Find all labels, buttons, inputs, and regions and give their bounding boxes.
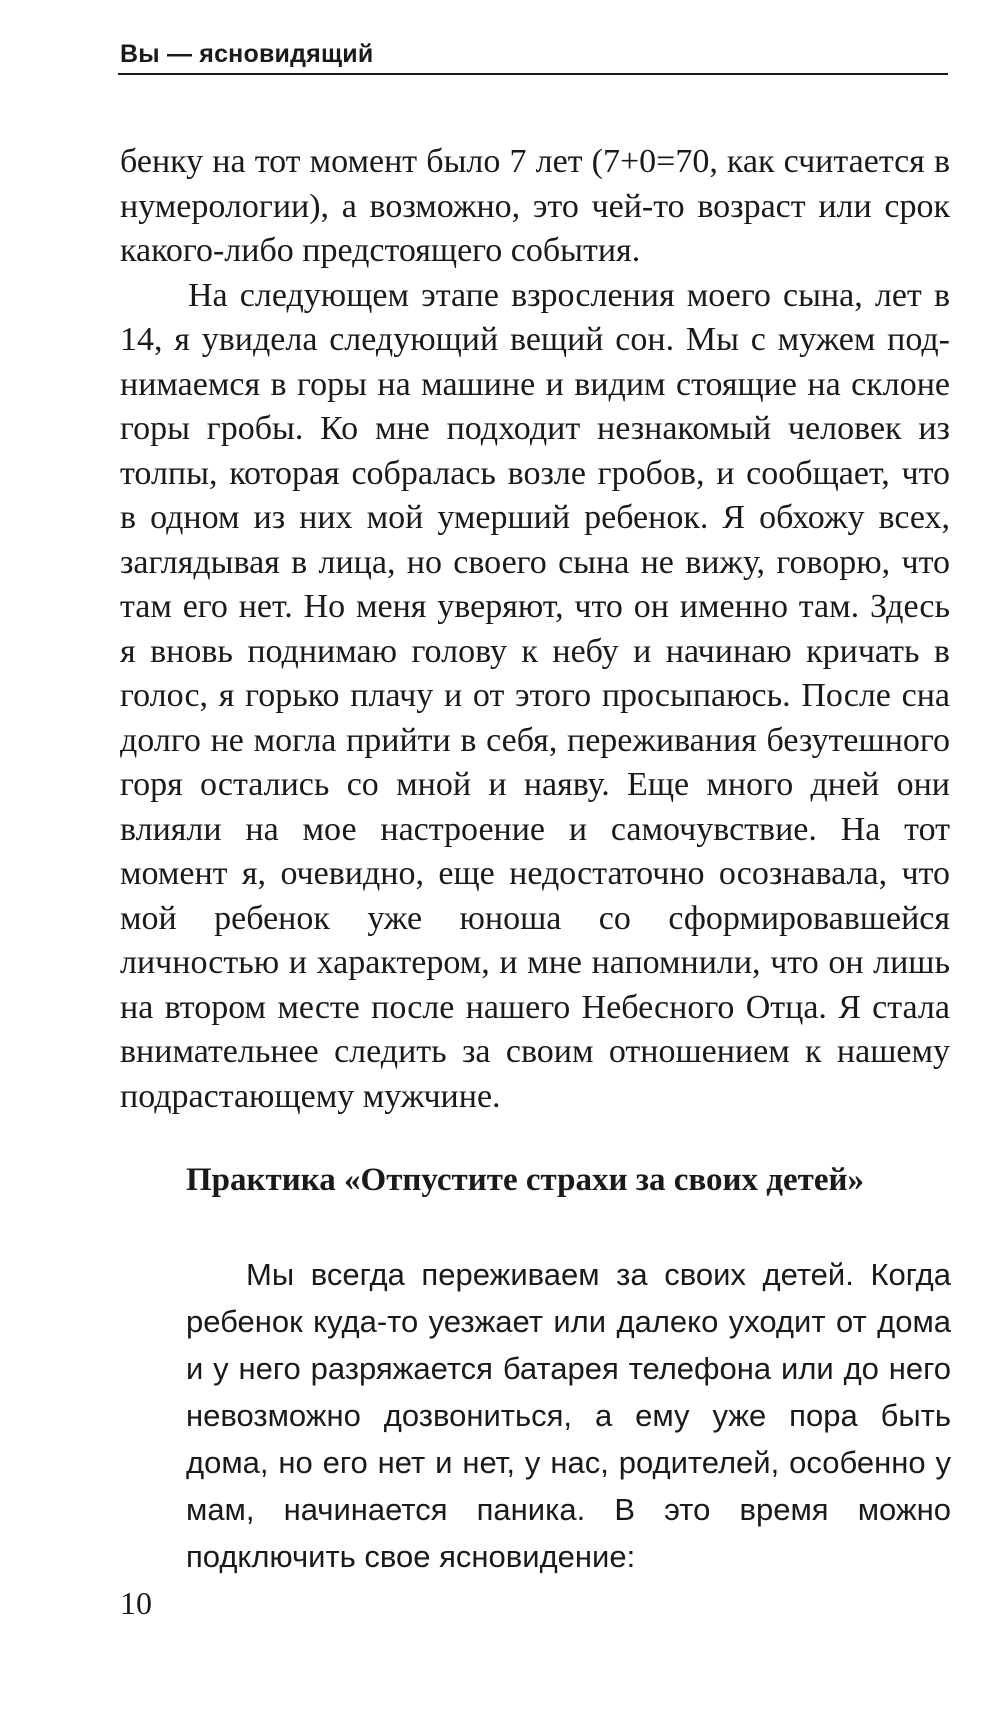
paragraph-dream: На следующем этапе взросления моего сына, лет в 14, я увидела следующий вещий сон. Мы с мужем поднимаемся в горы на машине и видим стоящие на склоне горы гробы. Ко мне подходит незнакомый человек из толпы, которая собралась возле гробов, и сообщает, что в одном из них мой умерший ребенок. Я обхожу всех, заглядывая в лица, но своего сына не вижу, говорю, что там его нет. Но меня уверяют, что он именно там. Здесь я вновь поднимаю голову к небу и начинаю кричать в голос, я горько плачу и от этого просыпаюсь. После сна долго не могла прийти в себя, переживания безутешного горя остались со мной и наяву. Еще много дней они влияли на мое настроение и самочувствие. На тот момент я, очевидно, еще недостаточно осознавала, что мой ребенок уже юноша со сформировавшейся личностью и характером, и мне напомнили, что он лишь на втором месте после нашего Небесного Отца. Я стала внимательнее следить за своим отношением к нашему подрастающему мужчине. — [120, 276, 950, 1115]
practice-paragraph: Мы всегда переживаем за своих детей. Когда ребенок куда-то уезжает или далеко уходит от дома и у него разряжается батарея телефона или до него невозможно дозвониться, а ему уже пора быть дома, но его нет и нет, у нас, родителей, особенно у мам, начинается паника. В это время можно подключить свое ясновидение: — [186, 1257, 951, 1574]
main-text — [120, 140, 950, 1119]
running-head-title: Вы — ясновидящий — [120, 40, 374, 68]
header-rule — [118, 73, 948, 75]
practice-body — [186, 1251, 951, 1580]
practice-heading: Практика «Отпустите страхи за своих детей» — [186, 1162, 864, 1198]
page-number: 10 — [120, 1585, 152, 1621]
paragraph-continuation: бенку на тот момент было 7 лет (7+0=70, как считается в нумерологии), а возможно, это чей-то возраст или срок какого-либо предстоящего события. — [120, 143, 950, 269]
